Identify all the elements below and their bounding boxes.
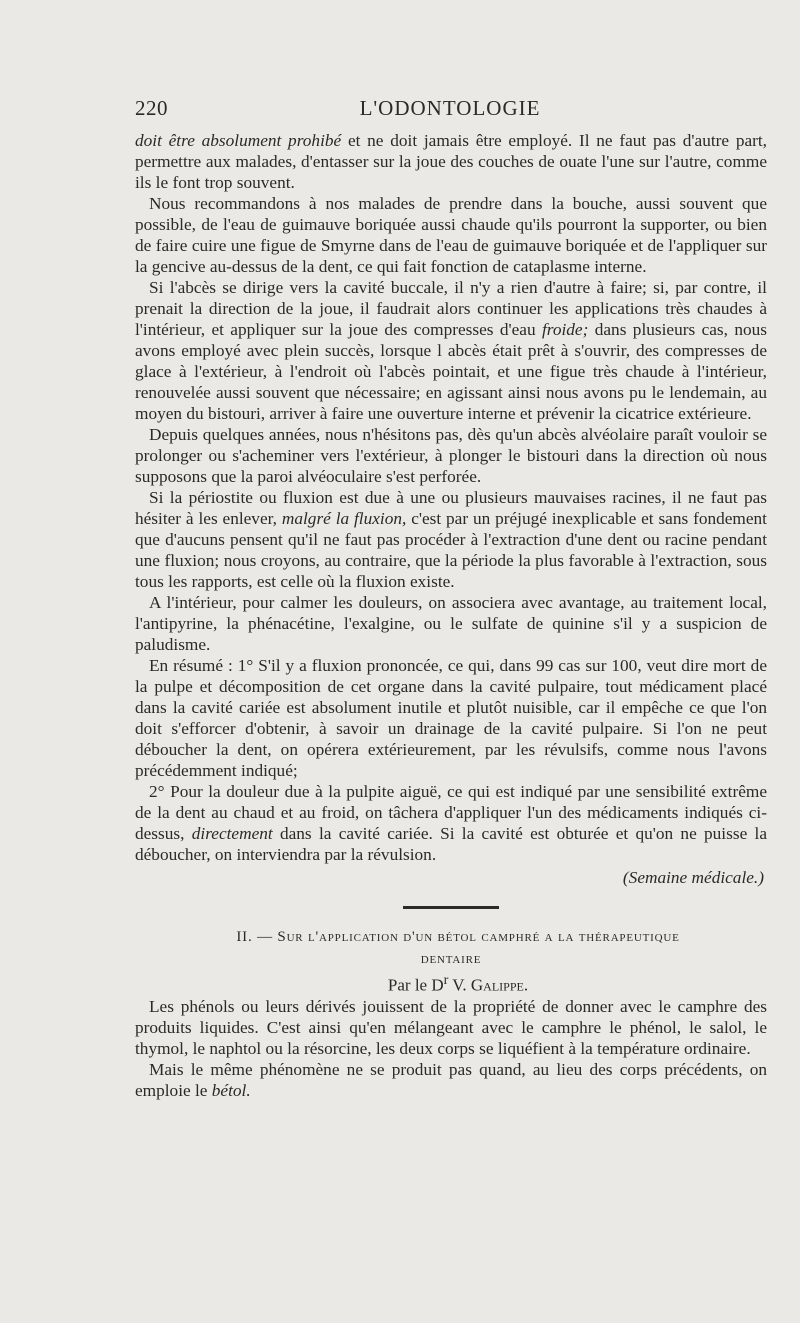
section-title-line2: dentaire (420, 951, 482, 967)
text: dans la cavité cariée. Si la cavité est obturée et qu'on ne puisse la déboucher, on interviendra par la révulsion. (135, 824, 767, 864)
running-header (135, 96, 765, 126)
paragraph (135, 130, 767, 193)
author-name: V. Galippe. (448, 975, 529, 995)
text: 2° Pour la douleur due à la pulpite aiguë, ce qui est indiqué par une sensibilité extrême de la dent au chaud et au froid, on tâchera d'appliquer l'un des médicaments indiqués ci-dessus, (135, 782, 767, 843)
paragraph (135, 487, 767, 592)
article-body (135, 130, 767, 1101)
section-title (135, 926, 767, 970)
text: Si l'abcès se dirige vers la cavité buccale, il n'y a rien d'autre à faire; si, par contre, il prenait la direction de la joue, il faudrait alors continuer les applications très chaudes à l'intérieur, et appliquer sur la joue des compresses d'eau (135, 278, 767, 339)
journal-title: L'ODONTOLOGIE (359, 96, 541, 120)
source-citation: (Semaine médicale.) (622, 868, 764, 887)
section-numeral: II. — (236, 929, 278, 945)
section-title-line1: Sur l'application d'un bétol camphré a la thérapeutique (277, 929, 680, 945)
paragraph: Nous recommandons à nos malades de prendre dans la bouche, aussi souvent que possible, de l'eau de guimauve boriquée aussi chaude qu'ils pourront la supporter, ou bien de faire cuire une figue de Smyrne dans de l'eau de guimauve boriquée et de l'appliquer sur la gencive au-dessus de la dent, ce qui fait fonction de cataplasme interne. (135, 194, 767, 276)
italic-text: directement (191, 824, 273, 843)
italic-text: bétol. (211, 1080, 251, 1100)
paragraph: Depuis quelques années, nous n'hésitons pas, dès qu'un abcès alvéolaire paraît vouloir se prolonger ou s'acheminer vers l'extérieur, à plonger le bistouri dans la direction où nous supposons que la paroi alvéoculaire s'est perforée. (135, 425, 767, 486)
italic-text: malgré la fluxion, (281, 509, 407, 528)
text: Si la périostite ou fluxion est due à une ou plusieurs mauvaises racines, il ne faut pas hésiter à les enlever, (135, 488, 767, 528)
italic-text: doit être absolument prohibé (135, 131, 342, 150)
paragraph (135, 781, 767, 865)
page-number: 220 (135, 96, 168, 120)
text: et ne doit jamais être employé. Il ne faut pas d'autre part, permettre aux malades, d'entasser sur la joue des couches de ouate l'une sur l'autre, comme ils le font trop souvent. (135, 131, 768, 192)
byline: Par le $D^r$ V. Galippe. (387, 972, 529, 995)
italic-text: froide; (541, 320, 589, 339)
paragraph (135, 1059, 767, 1101)
paragraph: Les phénols ou leurs dérivés jouissent de la propriété de donner avec le camphre des produits liquides. C'est ainsi qu'en mélangeant avec le camphre le phénol, le salol, le thymol, le naphtol ou la résorcine, les deux corps se liquéfient à la température ordinaire. (135, 996, 767, 1058)
paragraph: A l'intérieur, pour calmer les douleurs, on associera avec avantage, au traitement local, l'antipyrine, la phénacétine, l'exalgine, ou le sulfate de quinine s'il y a suspicion de paludisme. (135, 593, 767, 654)
paragraph: En résumé : 1° S'il y a fluxion prononcée, ce qui, dans 99 cas sur 100, veut dire mort de la pulpe et décomposition de cet organe dans la cavité pulpaire, tout médicament placé dans la cavité cariée est absolument inutile et plutôt nuisible, car il empêche ce que l'on doit s'efforcer d'obtenir, à savoir un drainage de la cavité pulpaire. Si l'on ne peut déboucher la dent, on opérera extérieurement, par les révulsifs, comme nous l'avons précédemment indiqué; (135, 656, 767, 780)
paragraph (135, 277, 767, 424)
text: dans plusieurs cas, nous avons employé avec plein succès, lorsque l abcès était prêt à s'ouvrir, des compresses de glace à l'extérieur, à l'endroit où l'abcès pointait, et une figue très chaude à l'intérieur, renouvelée aussi souvent que nécessaire; en agissant ainsi nous avons pu le lendemain, au moyen du bistouri, arriver à faire une ouverture interne et prévenir la cicatrice extérieure. (135, 320, 767, 423)
text: Mais le même phénomène ne se produit pas quand, au lieu des corps précédents, on emploie le (135, 1059, 767, 1100)
section-divider (403, 906, 499, 909)
text: c'est par un préjugé inexplicable et sans fondement que d'aucuns pensent qu'il ne faut pas procéder à l'extraction d'une dent ou racine pendant une fluxion; nous croyons, au contraire, que la période la plus favorable à l'extraction, sous tous les rapports, est celle où la fluxion existe. (135, 509, 767, 591)
